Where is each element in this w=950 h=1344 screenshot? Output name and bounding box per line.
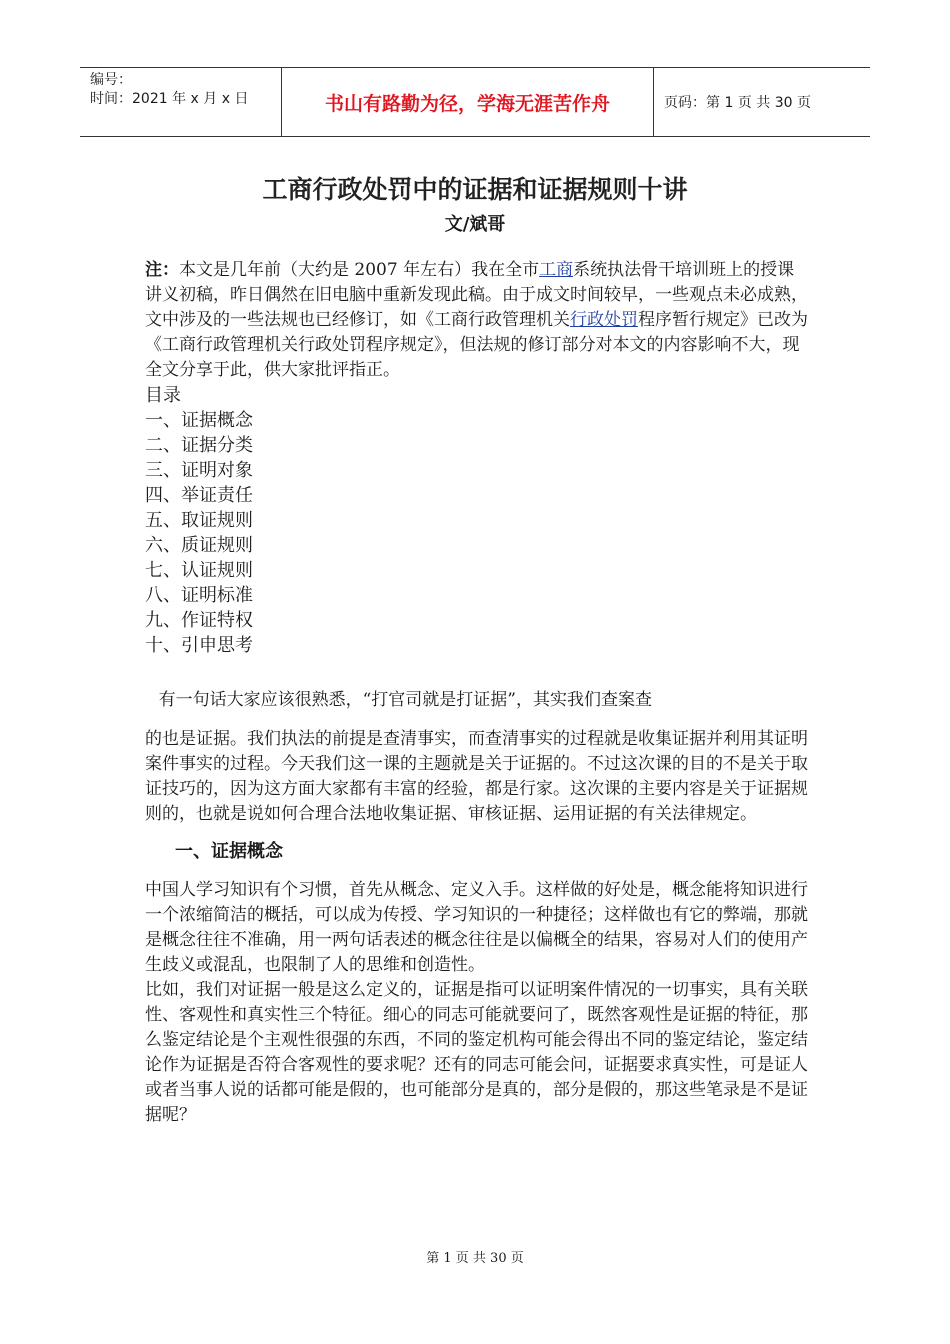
- toc-item: 四、举证责任: [145, 485, 253, 506]
- link-xingzheng-chufa[interactable]: 行政处罚: [570, 310, 638, 330]
- note-text-part3: 程序暂行规定》已改为《工商行政管理机关行政处罚程序规定》，但法规的修订部分对本文的内容影响不大，现全文分享于此，供大家批评指正。: [145, 310, 808, 380]
- document-number-label: 编号：: [90, 72, 132, 88]
- page-footer: 第 1 页 共 30 页: [426, 1251, 524, 1266]
- document-author: 文/斌哥: [444, 214, 506, 235]
- header-page-info: 页码：第 1 页 共 30 页: [664, 95, 811, 111]
- intro-paragraph-line1: 有一句话大家应该很熟悉，“打官司就是打证据”，其实我们查案查: [158, 690, 652, 710]
- toc-item: 九、作证特权: [145, 610, 253, 631]
- toc-item: 二、证据分类: [145, 435, 253, 456]
- header-table: [80, 67, 870, 137]
- intro-paragraph: 的也是证据。我们执法的前提是查清事实，而查清事实的过程就是收集证据并利用其证明案件事实的过程。今天我们这一课的主题就是关于证据的。不过这次课的目的不是关于取证技巧的，因为这方面大家都有丰富的经验，都是行家。这次课的主要内容是关于证据规则的，也就是说如何合理合法地收集证据、审核证据、运用证据的有关法律规定。: [145, 729, 808, 824]
- toc-title: 目录: [145, 385, 181, 406]
- link-gongshang[interactable]: 工商: [539, 260, 574, 280]
- toc-item: 八、证明标准: [145, 585, 253, 606]
- document-title: 工商行政处罚中的证据和证据规则十讲: [262, 175, 688, 204]
- toc-item: 六、质证规则: [145, 535, 253, 556]
- section1-paragraph-1: 中国人学习知识有个习惯，首先从概念、定义入手。这样做的好处是，概念能将知识进行一个浓缩简洁的概括，可以成为传授、学习知识的一种捷径；这样做也有它的弊端，那就是概念往往不准确，用一两句话表述的概念往往是以偏概全的结果，容易对人们的使用产生歧义或混乱，也限制了人的思维和创造性。: [145, 880, 808, 975]
- toc-item: 三、证明对象: [145, 460, 253, 481]
- toc-item: 十、引申思考: [145, 635, 253, 656]
- header-meta-cell: [80, 68, 282, 136]
- note-text-part2: 系统执法骨干培训班上的授课讲义初稿，昨日偶然在旧电脑中重新发现此稿。由于成文时间较早，一些观点未必成熟，文中涉及的一些法规也已经修订，如《工商行政管理机关: [145, 260, 808, 330]
- note-paragraph: [145, 258, 810, 383]
- section-heading-1: 一、证据概念: [175, 841, 283, 862]
- note-label: 注：: [145, 260, 179, 280]
- toc-item: 一、证据概念: [145, 410, 253, 431]
- document-body: [145, 258, 810, 1128]
- header-motto: 书山有路勤为径，学海无涯苦作舟: [282, 68, 654, 136]
- toc-item: 七、认证规则: [145, 560, 253, 581]
- document-time-label: 时间：2021 年 x 月 x 日: [90, 91, 249, 107]
- toc-item: 五、取证规则: [145, 510, 253, 531]
- section1-paragraph-2: 比如，我们对证据一般是这么定义的，证据是指可以证明案件情况的一切事实，具有关联性、客观性和真实性三个特征。细心的同志可能就要问了，既然客观性是证据的特征，那么鉴定结论是个主观性很强的东西，不同的鉴定机构可能会得出不同的鉴定结论，鉴定结论作为证据是否符合客观性的要求呢？还有的同志可能会问，证据要求真实性，可是证人或者当事人说的话都可能是假的，也可能部分是真的，部分是假的，那这些笔录是不是证据呢？: [145, 980, 808, 1125]
- table-of-contents: [145, 408, 810, 658]
- note-text-part1: 本文是几年前（大约是 2007 年左右）我在全市: [179, 260, 540, 280]
